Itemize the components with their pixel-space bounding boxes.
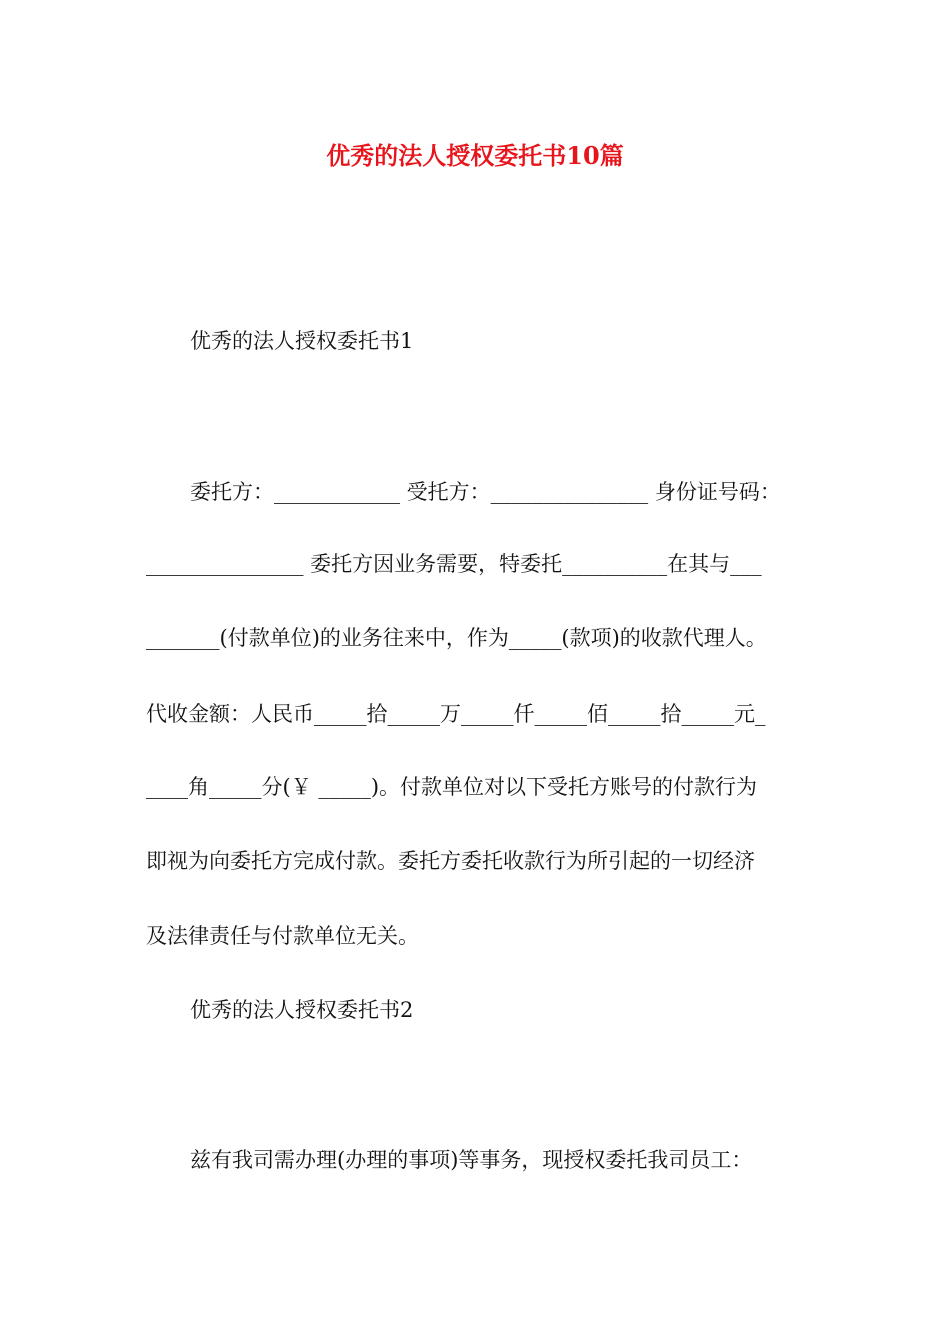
- paragraph-line: _______________ 委托方因业务需要，特委托__________在其与___: [146, 552, 762, 576]
- section-2-heading: 优秀的法人授权委托书2: [190, 998, 414, 1022]
- paragraph-line: _______(付款单位)的业务往来中，作为_____(款项)的收款代理人。: [146, 626, 767, 650]
- paragraph-line: 委托方：____________ 受托方：_______________ 身份证号码：: [190, 480, 781, 504]
- paragraph-line: 即视为向委托方完成付款。委托方委托收款行为所引起的一切经济: [146, 849, 755, 873]
- document-title: 优秀的法人授权委托书10篇: [326, 141, 624, 170]
- section-1-heading: 优秀的法人授权委托书1: [190, 329, 414, 353]
- paragraph-line: ____角_____分(￥ _____)。付款单位对以下受托方账号的付款行为: [146, 775, 758, 799]
- paragraph-line: 代收金额：人民币_____拾_____万_____仟_____佰_____拾_____元_: [146, 702, 766, 726]
- paragraph-line: 及法律责任与付款单位无关。: [146, 924, 419, 948]
- paragraph-line: 兹有我司需办理(办理的事项)等事务，现授权委托我司员工：: [190, 1148, 753, 1172]
